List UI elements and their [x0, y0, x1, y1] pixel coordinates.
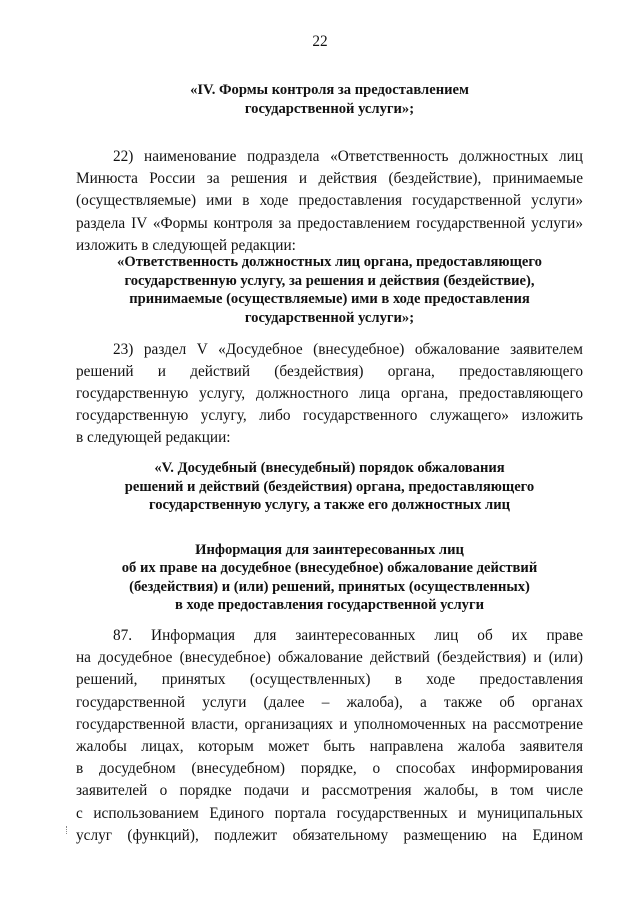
heading-iv-line: «IV. Формы контроля за предоставлением	[190, 82, 469, 98]
heading-responsibility-line: принимаемые (осуществляемые) ими в ходе предоставления	[129, 291, 530, 307]
heading-information-line: Информация для заинтересованных лиц	[195, 542, 464, 558]
paragraph-22-line: (осуществляемые) ими в ходе предоставления государственной услуги»	[76, 192, 583, 210]
heading-iv-line: государственной услуги»;	[244, 100, 415, 117]
paragraph-23-line: государственную услугу, должностного лица органа, предоставляющего	[76, 385, 583, 402]
heading-responsibility-line: государственной услуги»;	[244, 309, 415, 326]
paragraph-23-line: в следующей редакции:	[76, 429, 231, 446]
paragraph-22-line: изложить в следующей редакции:	[76, 236, 296, 254]
heading-v-line: государственную услугу, а также его должностных лиц	[148, 497, 511, 513]
paragraph-23-line: государственную услугу, либо государственного служащего» изложить	[76, 407, 583, 424]
paragraph-87-line: услуг (функций), подлежит обязательному размещению на Едином	[76, 826, 583, 844]
paragraph-87-line: заявителей о порядке подачи и рассмотрения жалобы, в том числе	[76, 782, 583, 800]
paragraph-23-line: решений и действий (бездействия) органа, предоставляющего	[76, 363, 583, 380]
paragraph-87-line: государственной власти, организациях и уполномоченных на рассмотрение	[76, 715, 583, 733]
paragraph-22-line: раздела IV «Формы контроля за предоставлением государственной услуги»	[76, 214, 583, 232]
paragraph-23-line: 23) раздел V «Досудебное (внесудебное) обжалование заявителем	[113, 341, 583, 358]
page-number: 22	[312, 33, 328, 50]
paragraph-22-line: 22) наименование подраздела «Ответственность должностных лиц	[113, 148, 583, 165]
paragraph-87-line: решений, принятых (осуществленных) в ходе предоставления	[76, 671, 583, 689]
heading-responsibility-line: государственную услугу, за решения и действия (бездействие),	[124, 272, 535, 289]
heading-v-line: решений и действий (бездействия) органа, предоставляющего	[124, 478, 535, 495]
heading-information-line: (бездействия) и (или) решений, принятых (осуществленных)	[129, 578, 530, 595]
paragraph-87-line: на досудебное (внесудебное) обжалование действий (бездействия) и (или)	[76, 649, 583, 667]
paragraph-87-line: в досудебном (внесудебном) порядке, о способах информирования	[76, 760, 583, 778]
paragraph-87-line: жалобы лицах, которым может быть направлена жалоба заявителя	[76, 738, 583, 755]
heading-information-line: в ходе предоставления государственной услуги	[174, 596, 485, 613]
heading-responsibility-line: «Ответственность должностных лиц органа, предоставляющего	[117, 254, 542, 270]
paragraph-87-line: государственной услуги (далее – жалоба), а также об органах	[76, 693, 583, 711]
heading-information-line: об их праве на досудебное (внесудебное) обжалование действий	[121, 560, 538, 577]
scan-artifact	[66, 826, 68, 834]
paragraph-87-line: 87. Информация для заинтересованных лиц об их праве	[113, 627, 583, 644]
paragraph-87-line: с использованием Единого портала государственных и муниципальных	[76, 804, 583, 822]
heading-v-line: «V. Досудебный (внесудебный) порядок обжалования	[154, 460, 505, 476]
paragraph-22-line: Минюста России за решения и действия (бездействие), принимаемые	[76, 170, 583, 188]
